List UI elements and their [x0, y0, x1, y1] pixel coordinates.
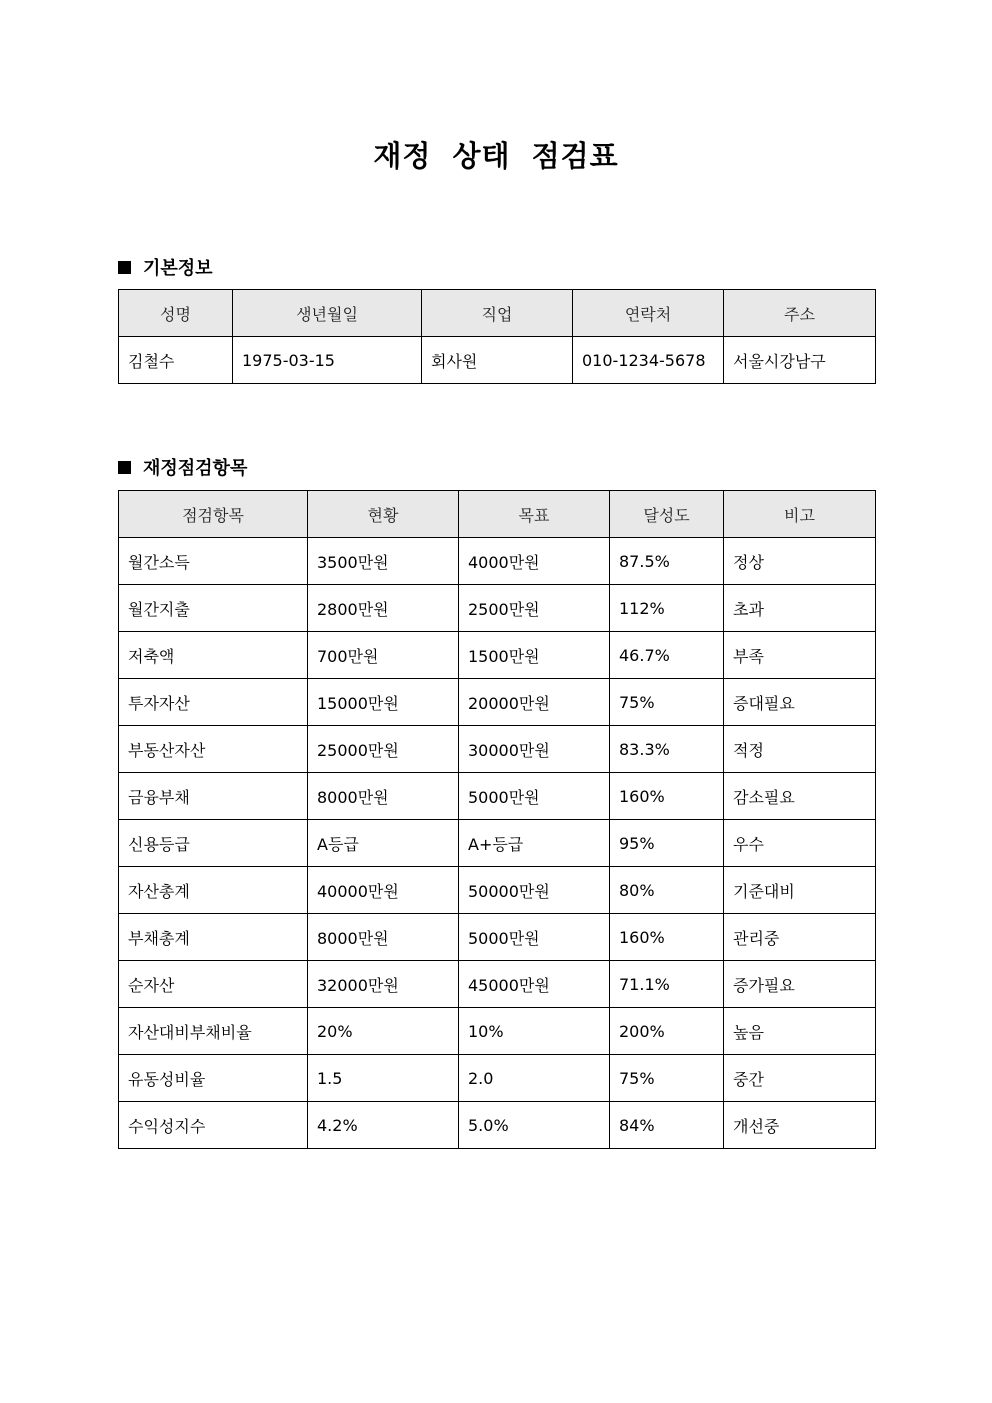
achievement-cell: 75%	[610, 1055, 724, 1102]
column-header: 점검항목	[119, 491, 308, 538]
current-cell: 32000만원	[308, 961, 459, 1008]
target-cell: 5.0%	[459, 1102, 610, 1149]
target-cell: 45000만원	[459, 961, 610, 1008]
page-title: 재정 상태 점검표	[373, 139, 619, 173]
item-cell: 유동성비율	[119, 1055, 308, 1102]
item-cell: 수익성지수	[119, 1102, 308, 1149]
financial-checklist-table	[118, 490, 876, 1149]
current-cell: 8000만원	[308, 773, 459, 820]
achievement-cell: 160%	[610, 914, 724, 961]
table-row	[119, 773, 876, 820]
table-row	[119, 820, 876, 867]
square-bullet-icon	[118, 461, 131, 474]
table-row	[119, 961, 876, 1008]
table-row	[119, 1102, 876, 1149]
table-row	[119, 867, 876, 914]
column-header: 비고	[724, 491, 876, 538]
current-cell: 15000만원	[308, 679, 459, 726]
current-cell: 20%	[308, 1008, 459, 1055]
remark-cell: 정상	[724, 538, 876, 585]
achievement-cell: 112%	[610, 585, 724, 632]
column-header: 주소	[724, 290, 876, 337]
address-cell: 서울시강남구	[724, 337, 876, 384]
item-cell: 부동산자산	[119, 726, 308, 773]
current-cell: 2800만원	[308, 585, 459, 632]
item-cell: 저축액	[119, 632, 308, 679]
achievement-cell: 84%	[610, 1102, 724, 1149]
section-heading-basic-info	[118, 254, 213, 280]
remark-cell: 적정	[724, 726, 876, 773]
target-cell: 20000만원	[459, 679, 610, 726]
target-cell: 1500만원	[459, 632, 610, 679]
table-row	[119, 679, 876, 726]
remark-cell: 부족	[724, 632, 876, 679]
remark-cell: 관리중	[724, 914, 876, 961]
current-cell: 40000만원	[308, 867, 459, 914]
column-header: 성명	[119, 290, 233, 337]
remark-cell: 증가필요	[724, 961, 876, 1008]
remark-cell: 개선중	[724, 1102, 876, 1149]
table-row	[119, 585, 876, 632]
column-header: 직업	[422, 290, 573, 337]
achievement-cell: 71.1%	[610, 961, 724, 1008]
item-cell: 월간지출	[119, 585, 308, 632]
table-header-row	[119, 491, 876, 538]
achievement-cell: 160%	[610, 773, 724, 820]
item-cell: 부채총계	[119, 914, 308, 961]
current-cell: 700만원	[308, 632, 459, 679]
achievement-cell: 83.3%	[610, 726, 724, 773]
remark-cell: 초과	[724, 585, 876, 632]
table-row	[119, 632, 876, 679]
current-cell: 3500만원	[308, 538, 459, 585]
achievement-cell: 95%	[610, 820, 724, 867]
target-cell: 2500만원	[459, 585, 610, 632]
current-cell: A등급	[308, 820, 459, 867]
item-cell: 자산총계	[119, 867, 308, 914]
column-header: 달성도	[610, 491, 724, 538]
remark-cell: 증대필요	[724, 679, 876, 726]
target-cell: 5000만원	[459, 914, 610, 961]
item-cell: 금융부채	[119, 773, 308, 820]
achievement-cell: 200%	[610, 1008, 724, 1055]
current-cell: 25000만원	[308, 726, 459, 773]
table-row	[119, 726, 876, 773]
basic-info-table	[118, 289, 876, 384]
square-bullet-icon	[118, 261, 131, 274]
table-row	[119, 1008, 876, 1055]
achievement-cell: 80%	[610, 867, 724, 914]
achievement-cell: 87.5%	[610, 538, 724, 585]
section-heading-label: 기본정보	[143, 258, 213, 279]
remark-cell: 감소필요	[724, 773, 876, 820]
item-cell: 월간소득	[119, 538, 308, 585]
section-heading-checklist	[118, 454, 247, 480]
table-row	[119, 538, 876, 585]
item-cell: 투자자산	[119, 679, 308, 726]
column-header: 목표	[459, 491, 610, 538]
item-cell: 신용등급	[119, 820, 308, 867]
column-header: 현황	[308, 491, 459, 538]
achievement-cell: 75%	[610, 679, 724, 726]
target-cell: 30000만원	[459, 726, 610, 773]
column-header: 연락처	[573, 290, 724, 337]
current-cell: 1.5	[308, 1055, 459, 1102]
table-header-row	[119, 290, 876, 337]
target-cell: 2.0	[459, 1055, 610, 1102]
remark-cell: 우수	[724, 820, 876, 867]
remark-cell: 중간	[724, 1055, 876, 1102]
section-heading-label: 재정점검항목	[143, 458, 248, 479]
remark-cell: 기준대비	[724, 867, 876, 914]
column-header: 생년월일	[233, 290, 422, 337]
table-row	[119, 914, 876, 961]
remark-cell: 높음	[724, 1008, 876, 1055]
table-row	[119, 1055, 876, 1102]
birthdate-cell: 1975-03-15	[233, 337, 422, 384]
current-cell: 4.2%	[308, 1102, 459, 1149]
target-cell: 5000만원	[459, 773, 610, 820]
item-cell: 순자산	[119, 961, 308, 1008]
target-cell: 4000만원	[459, 538, 610, 585]
target-cell: 10%	[459, 1008, 610, 1055]
target-cell: A+등급	[459, 820, 610, 867]
item-cell: 자산대비부채비율	[119, 1008, 308, 1055]
occupation-cell: 회사원	[422, 337, 573, 384]
target-cell: 50000만원	[459, 867, 610, 914]
contact-cell: 010-1234-5678	[573, 337, 724, 384]
achievement-cell: 46.7%	[610, 632, 724, 679]
table-row	[119, 337, 876, 384]
name-cell: 김철수	[119, 337, 233, 384]
current-cell: 8000만원	[308, 914, 459, 961]
